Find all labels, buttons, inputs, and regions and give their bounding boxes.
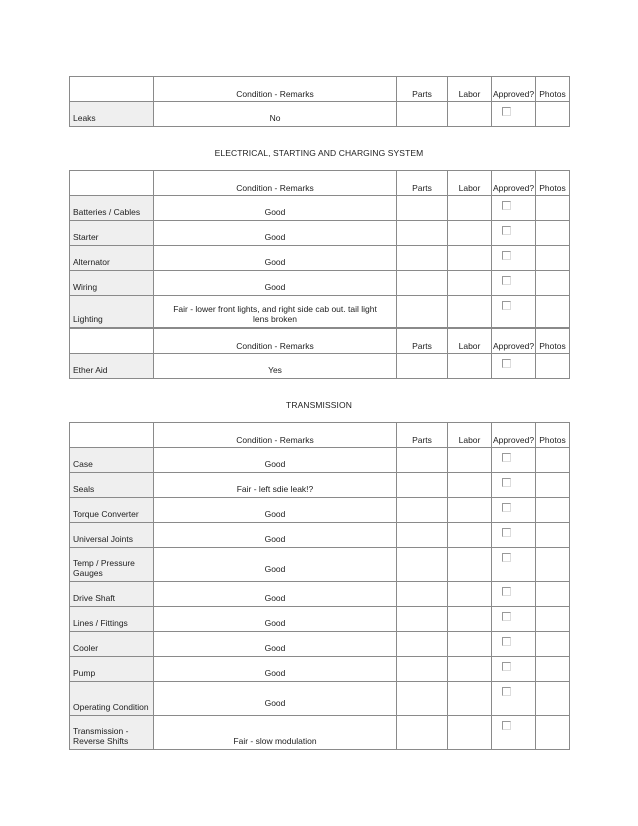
table-row	[70, 632, 570, 657]
parts-cell	[397, 548, 448, 582]
labor-cell	[448, 196, 492, 221]
table-row	[70, 296, 570, 328]
parts-cell	[397, 473, 448, 498]
header-parts: Parts	[397, 77, 448, 102]
approved-checkbox[interactable]	[502, 453, 511, 462]
photos-cell	[536, 716, 570, 750]
approved-checkbox[interactable]	[502, 226, 511, 235]
row-condition: Fair - lower front lights, and right side cab out. tail light lens broken	[154, 296, 397, 328]
electrical-table	[69, 170, 570, 328]
table-row	[70, 657, 570, 682]
header-labor: Labor	[448, 329, 492, 354]
header-approved: Approved?	[492, 171, 536, 196]
approved-checkbox[interactable]	[502, 721, 511, 730]
labor-cell	[448, 582, 492, 607]
table-header-row	[70, 329, 570, 354]
row-label: Lighting	[70, 296, 154, 328]
approved-cell	[492, 607, 536, 632]
parts-cell	[397, 196, 448, 221]
header-labor: Labor	[448, 77, 492, 102]
table-row	[70, 271, 570, 296]
row-label: Ether Aid	[70, 354, 154, 379]
row-label: Pump	[70, 657, 154, 682]
photos-cell	[536, 657, 570, 682]
photos-cell	[536, 548, 570, 582]
labor-cell	[448, 716, 492, 750]
photos-cell	[536, 473, 570, 498]
row-label: Alternator	[70, 246, 154, 271]
row-label: Cooler	[70, 632, 154, 657]
row-condition: Good	[154, 582, 397, 607]
approved-cell	[492, 682, 536, 716]
transmission-table	[69, 422, 570, 750]
table-row	[70, 582, 570, 607]
header-approved: Approved?	[492, 423, 536, 448]
table-row	[70, 448, 570, 473]
table-row	[70, 221, 570, 246]
photos-cell	[536, 271, 570, 296]
table-row	[70, 246, 570, 271]
labor-cell	[448, 657, 492, 682]
header-approved: Approved?	[492, 77, 536, 102]
labor-cell	[448, 246, 492, 271]
table-row	[70, 196, 570, 221]
approved-checkbox[interactable]	[502, 528, 511, 537]
header-blank-cell	[70, 329, 154, 354]
labor-cell	[448, 548, 492, 582]
photos-cell	[536, 523, 570, 548]
header-photos: Photos	[536, 329, 570, 354]
photos-cell	[536, 102, 570, 127]
header-blank-cell	[70, 171, 154, 196]
photos-cell	[536, 607, 570, 632]
approved-checkbox[interactable]	[502, 359, 511, 368]
photos-cell	[536, 582, 570, 607]
approved-cell	[492, 196, 536, 221]
row-label: Operating Condition	[70, 682, 154, 716]
labor-cell	[448, 271, 492, 296]
photos-cell	[536, 682, 570, 716]
row-label: Lines / Fittings	[70, 607, 154, 632]
approved-cell	[492, 523, 536, 548]
parts-cell	[397, 498, 448, 523]
approved-checkbox[interactable]	[502, 687, 511, 696]
labor-cell	[448, 607, 492, 632]
row-condition: No	[154, 102, 397, 127]
parts-cell	[397, 657, 448, 682]
header-photos: Photos	[536, 423, 570, 448]
labor-cell	[448, 296, 492, 328]
row-condition: Good	[154, 632, 397, 657]
approved-checkbox[interactable]	[502, 553, 511, 562]
parts-cell	[397, 632, 448, 657]
row-condition: Yes	[154, 354, 397, 379]
row-condition: Good	[154, 246, 397, 271]
table-row	[70, 523, 570, 548]
row-condition: Good	[154, 548, 397, 582]
approved-cell	[492, 296, 536, 328]
labor-cell	[448, 221, 492, 246]
header-parts: Parts	[397, 423, 448, 448]
parts-cell	[397, 682, 448, 716]
approved-cell	[492, 582, 536, 607]
table-header-row	[70, 171, 570, 196]
row-condition: Good	[154, 498, 397, 523]
row-label: Transmission - Reverse Shifts	[70, 716, 154, 750]
approved-cell	[492, 498, 536, 523]
parts-cell	[397, 607, 448, 632]
approved-checkbox[interactable]	[502, 612, 511, 621]
approved-cell	[492, 473, 536, 498]
header-condition: Condition - Remarks	[154, 329, 397, 354]
photos-cell	[536, 448, 570, 473]
labor-cell	[448, 473, 492, 498]
approved-cell	[492, 716, 536, 750]
section-title-transmission: TRANSMISSION	[286, 400, 352, 410]
row-label: Leaks	[70, 102, 154, 127]
parts-cell	[397, 523, 448, 548]
row-label: Starter	[70, 221, 154, 246]
parts-cell	[397, 271, 448, 296]
header-parts: Parts	[397, 329, 448, 354]
ether-table	[69, 328, 570, 379]
header-labor: Labor	[448, 171, 492, 196]
labor-cell	[448, 523, 492, 548]
approved-checkbox[interactable]	[502, 587, 511, 596]
approved-checkbox[interactable]	[502, 478, 511, 487]
photos-cell	[536, 196, 570, 221]
table-header-row	[70, 423, 570, 448]
approved-checkbox[interactable]	[502, 637, 511, 646]
row-condition: Good	[154, 221, 397, 246]
photos-cell	[536, 221, 570, 246]
header-blank-cell	[70, 423, 154, 448]
parts-cell	[397, 102, 448, 127]
row-condition: Good	[154, 196, 397, 221]
approved-cell	[492, 271, 536, 296]
header-approved: Approved?	[492, 329, 536, 354]
table-row	[70, 682, 570, 716]
photos-cell	[536, 246, 570, 271]
approved-checkbox[interactable]	[502, 662, 511, 671]
labor-cell	[448, 498, 492, 523]
approved-cell	[492, 246, 536, 271]
approved-cell	[492, 632, 536, 657]
row-condition: Fair - slow modulation	[154, 716, 397, 750]
leaks-table	[69, 76, 570, 127]
row-label: Drive Shaft	[70, 582, 154, 607]
parts-cell	[397, 582, 448, 607]
header-condition: Condition - Remarks	[154, 171, 397, 196]
parts-cell	[397, 221, 448, 246]
approved-checkbox[interactable]	[502, 201, 511, 210]
parts-cell	[397, 296, 448, 328]
row-condition: Good	[154, 523, 397, 548]
table-row	[70, 548, 570, 582]
header-photos: Photos	[536, 171, 570, 196]
approved-cell	[492, 354, 536, 379]
photos-cell	[536, 296, 570, 328]
labor-cell	[448, 448, 492, 473]
section-title-electrical: ELECTRICAL, STARTING AND CHARGING SYSTEM	[214, 148, 424, 158]
row-label: Temp / Pressure Gauges	[70, 548, 154, 582]
table-row	[70, 102, 570, 127]
photos-cell	[536, 632, 570, 657]
row-condition: Good	[154, 607, 397, 632]
approved-checkbox[interactable]	[502, 107, 511, 116]
row-label: Universal Joints	[70, 523, 154, 548]
row-label: Case	[70, 448, 154, 473]
row-condition: Good	[154, 271, 397, 296]
table-row	[70, 716, 570, 750]
parts-cell	[397, 246, 448, 271]
labor-cell	[448, 354, 492, 379]
approved-cell	[492, 657, 536, 682]
row-label: Seals	[70, 473, 154, 498]
header-labor: Labor	[448, 423, 492, 448]
row-label: Torque Converter	[70, 498, 154, 523]
row-condition: Good	[154, 682, 397, 716]
row-condition: Good	[154, 448, 397, 473]
header-condition: Condition - Remarks	[154, 423, 397, 448]
header-photos: Photos	[536, 77, 570, 102]
row-condition: Good	[154, 657, 397, 682]
row-label: Batteries / Cables	[70, 196, 154, 221]
header-condition: Condition - Remarks	[154, 77, 397, 102]
header-blank-cell	[70, 77, 154, 102]
header-parts: Parts	[397, 171, 448, 196]
table-row	[70, 473, 570, 498]
labor-cell	[448, 682, 492, 716]
row-label: Wiring	[70, 271, 154, 296]
approved-cell	[492, 221, 536, 246]
labor-cell	[448, 632, 492, 657]
photos-cell	[536, 498, 570, 523]
photos-cell	[536, 354, 570, 379]
approved-cell	[492, 548, 536, 582]
table-row	[70, 498, 570, 523]
approved-cell	[492, 448, 536, 473]
approved-checkbox[interactable]	[502, 301, 511, 310]
approved-cell	[492, 102, 536, 127]
approved-checkbox[interactable]	[502, 251, 511, 260]
parts-cell	[397, 716, 448, 750]
table-row	[70, 354, 570, 379]
row-condition: Fair - left sdie leak!?	[154, 473, 397, 498]
parts-cell	[397, 448, 448, 473]
table-row	[70, 607, 570, 632]
approved-checkbox[interactable]	[502, 503, 511, 512]
parts-cell	[397, 354, 448, 379]
approved-checkbox[interactable]	[502, 276, 511, 285]
table-header-row	[70, 77, 570, 102]
labor-cell	[448, 102, 492, 127]
